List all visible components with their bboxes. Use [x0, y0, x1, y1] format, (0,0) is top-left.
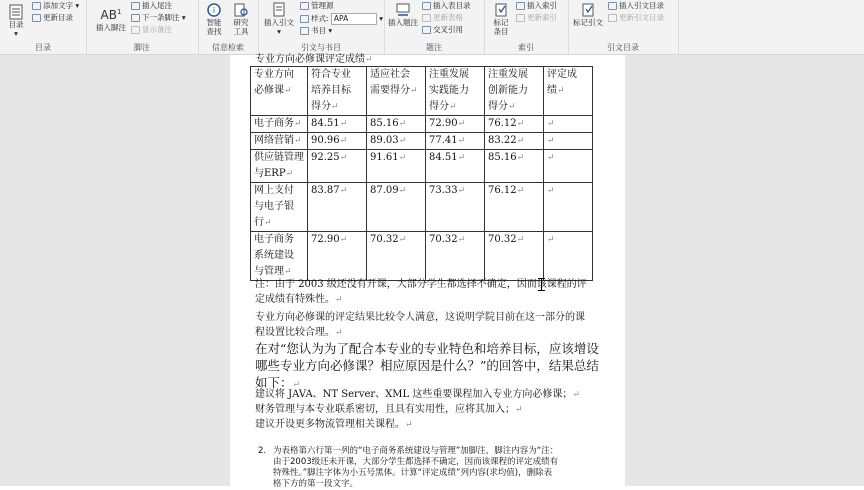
next-footnote-icon: [131, 14, 140, 22]
table-cell[interactable]: 72.90↵: [308, 232, 367, 281]
manage-sources-button[interactable]: [300, 1, 334, 11]
insert-index-button[interactable]: [516, 1, 557, 11]
bullet-item-2-text: 财务管理与本专业联系密切，且具有实用性，应将其加入；: [255, 404, 515, 415]
insert-endnote-label: 插入尾注: [142, 1, 172, 10]
table-cell[interactable]: 77.41↵: [426, 133, 485, 150]
update-index-button[interactable]: [516, 13, 557, 23]
update-index-icon: [516, 14, 525, 22]
cell-end-mark: ↵: [398, 153, 407, 163]
cell-end-mark: ↵: [339, 153, 348, 163]
table-cell[interactable]: 供应链管理 与ERP↵: [251, 150, 308, 183]
table-row: [251, 116, 593, 133]
cell-end-mark: ↵: [339, 136, 348, 146]
cell-end-mark: ↵: [547, 186, 555, 196]
cell-end-mark: ↵: [339, 235, 348, 245]
paragraph-mark: ↵: [335, 328, 343, 338]
insert-table-of-figures-label: 插入表目录: [433, 1, 471, 10]
table-of-figures-icon: [422, 2, 431, 10]
table-cell[interactable]: 电子商务 系统建设 与管理↵: [251, 232, 308, 281]
cross-reference-icon: [422, 26, 431, 34]
cell-end-mark: ↵: [457, 186, 466, 196]
insert-toa-label: 插入引文目录: [619, 1, 664, 10]
paragraph-1-line-1: 专业方向必修课的评定结果比较令人满意，这说明学院目前在这一部分的课: [255, 312, 585, 323]
table-cell[interactable]: 网上支付 与电子银 行↵: [251, 183, 308, 232]
group-toc: [0, 0, 87, 54]
style-value: APA: [331, 13, 377, 25]
table-cell[interactable]: 84.51↵: [426, 150, 485, 183]
cell-end-mark: ↵: [547, 136, 555, 146]
cell-end-mark: ↵: [331, 102, 339, 112]
table-cell[interactable]: 72.90↵: [426, 116, 485, 133]
researcher-label: 研究 工具: [233, 18, 249, 36]
cell-end-mark: ↵: [284, 86, 292, 96]
paragraph-mark: ↵: [515, 405, 523, 415]
bullet-item-3: [255, 417, 413, 433]
table-cell[interactable]: 电子商务↵: [251, 116, 308, 133]
table-row: [251, 150, 593, 183]
bibliography-button[interactable]: 书目 ▾: [300, 26, 332, 36]
cell-end-mark: ↵: [457, 119, 466, 129]
chevron-down-icon: ▾: [376, 14, 384, 23]
add-text-button[interactable]: 添加文字 ▾: [32, 1, 79, 11]
svg-text:i: i: [212, 6, 216, 15]
cell-end-mark: ↵: [339, 119, 348, 129]
group-label-toc: 目录: [35, 43, 51, 52]
update-toa-button[interactable]: [608, 13, 664, 23]
table-cell[interactable]: 90.96↵: [308, 133, 367, 150]
heading-line-2: 哪些专业方向必修课？相应原因是什么？”的回答中，结果总结: [255, 358, 599, 373]
table-cell[interactable]: [544, 150, 593, 183]
workspace-left: [0, 55, 230, 486]
update-toc-label: 更新目录: [43, 13, 73, 22]
insert-citation-icon: [271, 2, 287, 18]
table-note-line-2-text: 定成绩有特殊性。: [255, 294, 335, 305]
group-index: [484, 0, 569, 54]
cell-end-mark: ↵: [547, 153, 555, 163]
toc-button[interactable]: [3, 4, 29, 38]
table-header-cell[interactable]: 注重发展 实践能力 得分↵: [426, 67, 485, 116]
bibliography-icon: [300, 27, 309, 35]
cell-end-mark: ↵: [410, 86, 418, 96]
paragraph-mark: ↵: [405, 420, 413, 430]
cross-reference-button[interactable]: [422, 25, 463, 35]
bibliography-label: 书目: [311, 26, 326, 35]
update-toc-button[interactable]: [32, 13, 73, 23]
workspace-right: [625, 55, 864, 486]
instruction-number: 2.: [258, 446, 267, 456]
table-cell[interactable]: [544, 232, 593, 281]
group-label-footnotes: 脚注: [134, 43, 150, 52]
insert-footnote-button[interactable]: [94, 4, 128, 32]
researcher-icon: [233, 2, 249, 18]
insert-caption-button[interactable]: [386, 2, 420, 27]
toc-icon: [8, 4, 24, 20]
mark-citation-label: 标记引文: [573, 18, 603, 27]
insert-citation-label: 插入引文: [264, 18, 294, 27]
cell-end-mark: ↵: [547, 119, 555, 129]
insert-index-label: 插入索引: [527, 1, 557, 10]
table-row: [251, 133, 593, 150]
next-footnote-button[interactable]: 下一条脚注 ▾: [131, 13, 186, 23]
footnote-icon: $AB^1$: [100, 8, 122, 22]
paragraph-mark: ↵: [292, 380, 301, 390]
instruction-line-3: 特殊性。”脚注字体为小五号黑体。计算“评定成绩”列内容(求均值)，删除表: [273, 468, 553, 478]
group-label-research: 信息检索: [212, 43, 244, 52]
table-cell[interactable]: 76.12↵: [485, 183, 544, 232]
table-cell[interactable]: 70.32↵: [367, 232, 426, 281]
table-header-cell[interactable]: 适应社会 需要得分↵: [367, 67, 426, 116]
insert-caption-icon: [395, 2, 411, 18]
table-cell[interactable]: 73.33↵: [426, 183, 485, 232]
style-label: 样式:: [311, 14, 329, 23]
manage-sources-icon: [300, 2, 309, 10]
cell-end-mark: ↵: [398, 136, 407, 146]
insert-table-of-figures-button[interactable]: [422, 1, 471, 11]
update-table-icon: [422, 14, 431, 22]
table-cell[interactable]: 70.32↵: [485, 232, 544, 281]
insert-citation-button[interactable]: [262, 2, 296, 36]
heading-line-3-text: 如下：: [255, 375, 293, 390]
group-captions: [384, 0, 485, 54]
cell-end-mark: ↵: [457, 153, 466, 163]
insert-caption-label: 插入题注: [388, 18, 418, 27]
table-cell[interactable]: 网络营销↵: [251, 133, 308, 150]
endnote-icon: [131, 2, 140, 10]
group-citations: [258, 0, 385, 54]
cell-end-mark: ↵: [339, 186, 348, 196]
group-research: [198, 0, 259, 54]
table-cell[interactable]: 83.87↵: [308, 183, 367, 232]
smart-lookup-button[interactable]: [202, 2, 226, 36]
insert-toa-icon: [608, 2, 617, 10]
table-cell[interactable]: [544, 116, 593, 133]
group-label-citations: 引文与书目: [301, 43, 341, 52]
instruction-line-2: 由于2003级还未开课，大部分学生都选择不确定，因而该课程的评定成绩有: [273, 457, 559, 467]
update-toa-label: 更新引文目录: [619, 13, 664, 22]
cell-end-mark: ↵: [449, 102, 457, 112]
heading-line-1: 在对“您认为为了配合本专业的专业特色和培养目标，应该增设: [255, 341, 599, 356]
instruction-line-1: 为表格第六行第一列的“电子商务系统建设与管理”加脚注，脚注内容为“注：: [273, 446, 559, 456]
group-label-captions: 题注: [426, 43, 442, 52]
cell-end-mark: ↵: [285, 169, 294, 179]
cell-end-mark: ↵: [457, 136, 466, 146]
table-cell[interactable]: [544, 183, 593, 232]
bullet-item-1: [255, 387, 580, 403]
group-label-index: 索引: [518, 43, 534, 52]
mark-citation-button[interactable]: [570, 2, 606, 27]
mark-entry-button[interactable]: [488, 2, 514, 36]
insert-endnote-button[interactable]: [131, 1, 172, 11]
cell-end-mark: ↵: [557, 86, 565, 96]
cell-end-mark: ↵: [264, 218, 272, 228]
cell-end-mark: ↵: [294, 136, 302, 146]
bullet-item-2: [255, 402, 523, 418]
table-cell[interactable]: 87.09↵: [367, 183, 426, 232]
mark-entry-label: 标记 条目: [493, 18, 509, 36]
researcher-button[interactable]: [229, 2, 253, 36]
cell-end-mark: ↵: [516, 153, 525, 163]
insert-index-icon: [516, 2, 525, 10]
table-cell[interactable]: 91.61↵: [367, 150, 426, 183]
update-table-button[interactable]: [422, 13, 463, 23]
cell-end-mark: ↵: [284, 267, 292, 277]
group-footnotes: [86, 0, 199, 54]
show-notes-label: 显示备注: [142, 25, 172, 34]
mark-entry-icon: [493, 2, 509, 18]
show-notes-icon: [131, 26, 140, 34]
instruction-line-4: 格下方的第一段文字。: [273, 479, 359, 489]
cell-end-mark: ↵: [398, 119, 407, 129]
scores-table[interactable]: [250, 66, 593, 281]
smart-lookup-label: 智能 查找: [206, 18, 222, 36]
smart-lookup-icon: [206, 2, 222, 18]
table-cell[interactable]: 70.32↵: [426, 232, 485, 281]
toc-label: 目录: [8, 20, 24, 29]
paragraph-1-line-2: [255, 325, 343, 341]
mark-citation-icon: [580, 2, 596, 18]
table-header-row: [251, 67, 593, 116]
update-toa-icon: [608, 14, 617, 22]
table-cell[interactable]: [544, 133, 593, 150]
table-cell[interactable]: 76.12↵: [485, 116, 544, 133]
table-note-line-2: [255, 292, 343, 308]
update-icon: [32, 14, 41, 22]
cell-end-mark: ↵: [516, 186, 525, 196]
bullet-item-3-text: 建议开设更多物流管理相关课程。: [255, 419, 405, 430]
cell-end-mark: ↵: [398, 235, 407, 245]
bullet-item-1-text: 建议将 JAVA、NT Server、XML 这些重要课程加入专业方向必修课；: [255, 389, 573, 400]
paragraph-mark: ↵: [572, 390, 580, 400]
cell-end-mark: ↵: [516, 119, 525, 129]
next-footnote-label: 下一条脚注: [142, 13, 180, 22]
cross-reference-label: 交叉引用: [433, 25, 463, 34]
chevron-down-icon: ▾: [277, 27, 281, 36]
update-index-label: 更新索引: [527, 13, 557, 22]
insert-toa-button[interactable]: [608, 1, 664, 11]
paragraph-mark: ↵: [365, 55, 373, 65]
manage-sources-label: 管理源: [311, 1, 334, 10]
chevron-down-icon: ▾: [14, 29, 18, 38]
paragraph-mark: ↵: [335, 295, 343, 305]
insert-footnote-label: 插入脚注: [96, 23, 126, 32]
table-cell[interactable]: 85.16↵: [367, 116, 426, 133]
table-cell[interactable]: 89.03↵: [367, 133, 426, 150]
citation-style-select[interactable]: [300, 13, 383, 25]
show-notes-button[interactable]: [131, 25, 172, 35]
table-note-line-1: 注：由于 2003 级还没有开课，大部分学生都选择不确定，因而该课程的评: [255, 279, 587, 290]
cell-end-mark: ↵: [294, 119, 302, 129]
table-cell[interactable]: 83.22↵: [485, 133, 544, 150]
paragraph-1-line-2-text: 程设置比较合理。: [255, 327, 335, 338]
table-row: [251, 232, 593, 281]
update-table-label: 更新表格: [433, 13, 463, 22]
table-row: [251, 183, 593, 232]
ribbon: [0, 0, 864, 55]
table-cell[interactable]: 85.16↵: [485, 150, 544, 183]
table-header-cell[interactable]: 符合专业 培养目标 得分↵: [308, 67, 367, 116]
table-header-cell[interactable]: 评定成 绩↵: [544, 67, 593, 116]
add-text-icon: [32, 2, 41, 10]
table-title-text: 专业方向必修课评定成绩: [255, 54, 365, 65]
style-icon: [300, 15, 309, 23]
group-authorities: [568, 0, 679, 54]
mouse-cursor-icon: [537, 278, 546, 291]
table-cell[interactable]: 92.25↵: [308, 150, 367, 183]
group-label-authorities: 引文目录: [607, 43, 639, 52]
cell-end-mark: ↵: [547, 235, 555, 245]
cell-end-mark: ↵: [508, 102, 516, 112]
cell-end-mark: ↵: [516, 136, 525, 146]
table-header-cell[interactable]: 注重发展 创新能力 得分↵: [485, 67, 544, 116]
add-text-label: 添加文字: [43, 1, 73, 10]
table-cell[interactable]: 84.51↵: [308, 116, 367, 133]
cell-end-mark: ↵: [398, 186, 407, 196]
cell-end-mark: ↵: [516, 235, 525, 245]
cell-end-mark: ↵: [457, 235, 466, 245]
table-header-cell[interactable]: 专业方向 必修课↵: [251, 67, 308, 116]
